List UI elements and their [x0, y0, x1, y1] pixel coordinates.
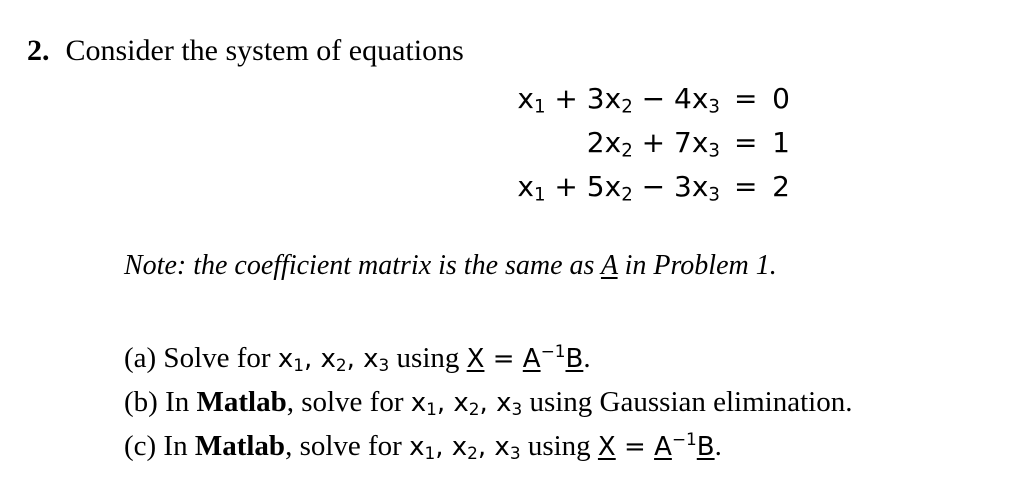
problem-number: 2.	[27, 34, 50, 67]
part-a-using: using	[389, 342, 467, 374]
part-b-variables: $x_1$, $x_2$, $x_3$	[410, 388, 523, 420]
part-a-formula: $X = A^{-1}B$	[466, 340, 584, 374]
part-a	[124, 336, 852, 380]
equals-sign: =	[734, 169, 758, 203]
equation-lhs: $2x_2 + 7x_3$	[586, 125, 720, 162]
part-c-using: using	[520, 430, 598, 462]
equation-system	[480, 76, 790, 208]
equation-row	[480, 76, 790, 120]
part-c-tool: Matlab	[194, 430, 286, 462]
part-c	[124, 424, 852, 468]
part-b-label: (b) In	[124, 386, 197, 418]
question-parts	[124, 336, 852, 468]
part-b-tool: Matlab	[196, 386, 287, 418]
part-c-mid: , solve for	[285, 430, 410, 462]
problem-heading	[27, 33, 464, 69]
matrix-symbol: A	[600, 250, 618, 281]
part-c-label: (c) In	[124, 430, 195, 462]
problem-heading-text: Consider the system of equations	[65, 34, 464, 67]
equation-rhs: 1	[772, 125, 790, 159]
note-text-after: in Problem 1.	[617, 250, 777, 281]
note	[124, 250, 777, 282]
part-c-formula: $X = A^{-1}B$	[597, 428, 715, 462]
note-text-before: Note: the coefficient matrix is the same as	[124, 250, 601, 281]
equation-rhs: 2	[772, 169, 790, 203]
part-c-end: .	[714, 430, 722, 462]
part-c-variables: $x_1$, $x_2$, $x_3$	[409, 432, 521, 464]
part-b-using: using Gaussian elimination.	[522, 386, 853, 418]
equation-row	[480, 164, 790, 208]
equation-row	[480, 120, 790, 164]
part-b-mid: , solve for	[286, 386, 411, 418]
equation-lhs: $x_1 + 3x_2 - 4x_3$	[517, 81, 720, 118]
part-a-label: (a) Solve for	[124, 342, 278, 374]
equals-sign: =	[734, 125, 758, 159]
part-b	[124, 380, 852, 424]
equation-rhs: 0	[772, 81, 790, 115]
equation-lhs: $x_1 + 5x_2 - 3x_3$	[517, 169, 720, 206]
part-a-variables: $x_1$, $x_2$, $x_3$	[277, 344, 390, 376]
part-a-end: .	[583, 342, 591, 374]
equals-sign: =	[734, 81, 758, 115]
